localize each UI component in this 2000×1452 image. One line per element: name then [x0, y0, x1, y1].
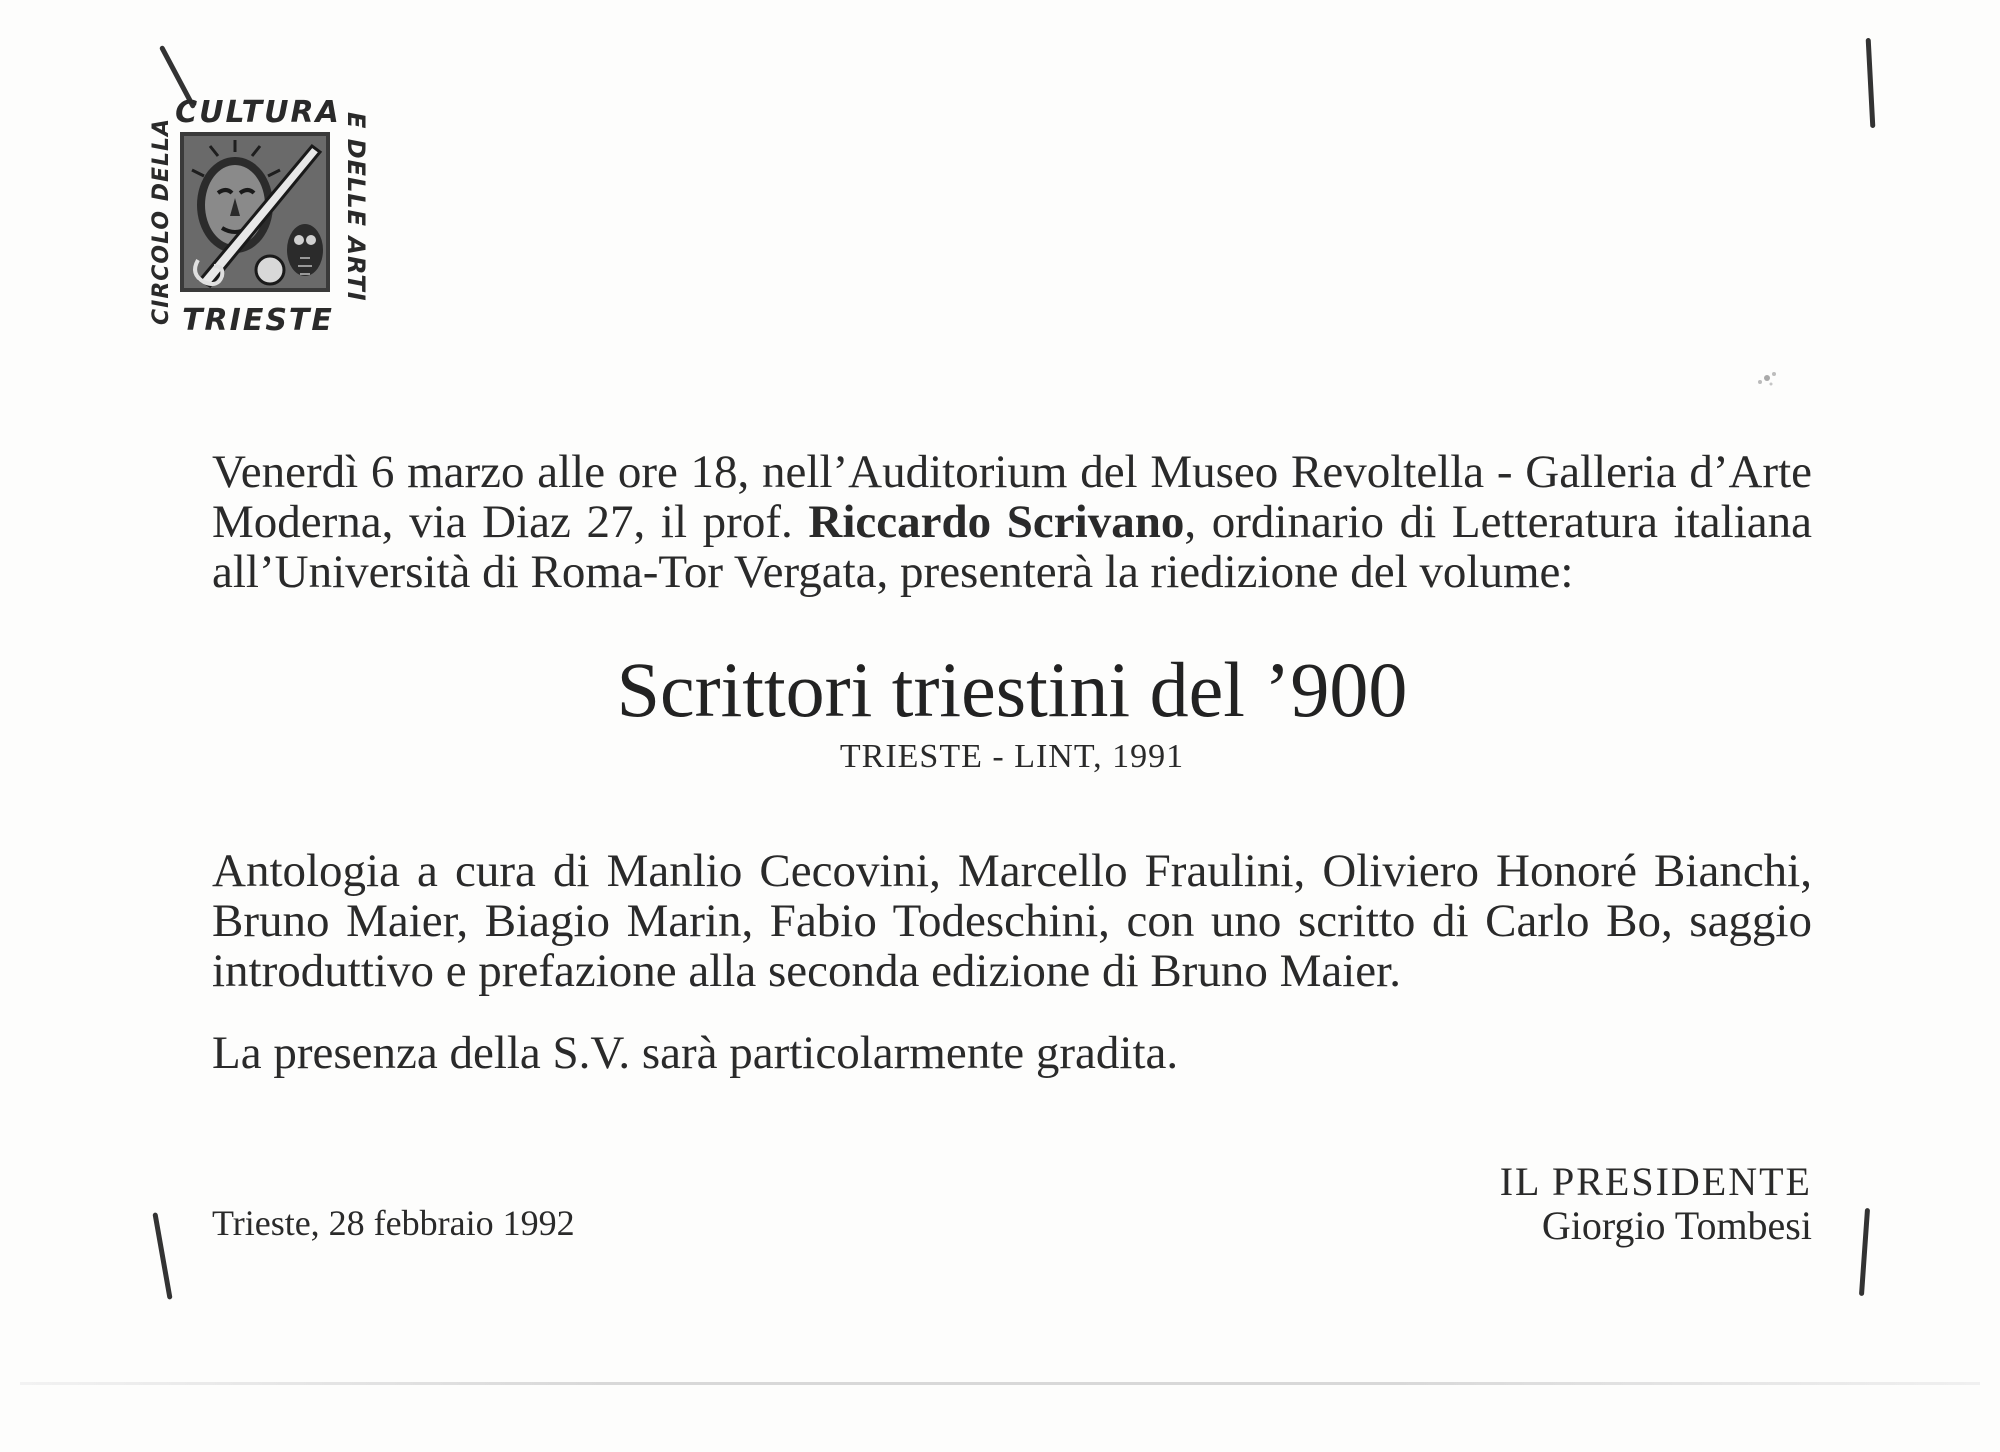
logo-top-text: CULTURA [175, 95, 341, 130]
paper-speck [1752, 368, 1782, 390]
publication-info: TRIESTE - LINT, 1991 [839, 738, 1185, 775]
place-date: Trieste, 28 febbraio 1992 [212, 1203, 575, 1243]
staple-mark-bottom-left [152, 1212, 172, 1300]
signature-block [1500, 1160, 1812, 1248]
speaker-name: Riccardo Scrivano [808, 496, 1185, 548]
circolo-logo [140, 90, 375, 340]
closing-paragraph: La presenza della S.V. sarà particolarmente gradita. [212, 1027, 1179, 1079]
book-title: Scrittori triestini del ’900 [616, 646, 1408, 733]
signature-name: Giorgio Tombesi [1541, 1203, 1812, 1248]
face-and-owl-woodcut-icon [180, 132, 330, 292]
logo-left-text: CIRCOLO DELLA [149, 117, 174, 325]
anthology-paragraph: Antologia a cura di Manlio Cecovini, Marcello Fraulini, Oliviero Honoré Bianchi, Bruno Maier, Biagio Marin, Fabio Todeschini, con uno scritto di Carlo Bo, saggio introduttivo e prefazione alla seconda edizione di Bruno Maier. [212, 845, 1812, 997]
staple-mark-top-right [1866, 38, 1876, 128]
announcement-intro: Venerdì 6 marzo alle ore 18, nell’Auditorium del Museo Revoltella - Galleria d’Arte Moderna, via Diaz 27, il prof. [212, 446, 1812, 548]
announcement-paragraph [212, 447, 1812, 597]
card-bottom-edge [20, 1382, 1980, 1385]
announcement-rest: , ordinario di Letteratura italiana all’Università di Roma-Tor Vergata, presenterà la riedizione del volume: [212, 496, 1812, 598]
logo-right-text: E DELLE ARTI [342, 112, 370, 302]
signature-role: IL PRESIDENTE [1499, 1159, 1812, 1204]
logo-bottom-text: TRIESTE [182, 303, 334, 338]
staple-mark-bottom-right [1859, 1208, 1870, 1296]
